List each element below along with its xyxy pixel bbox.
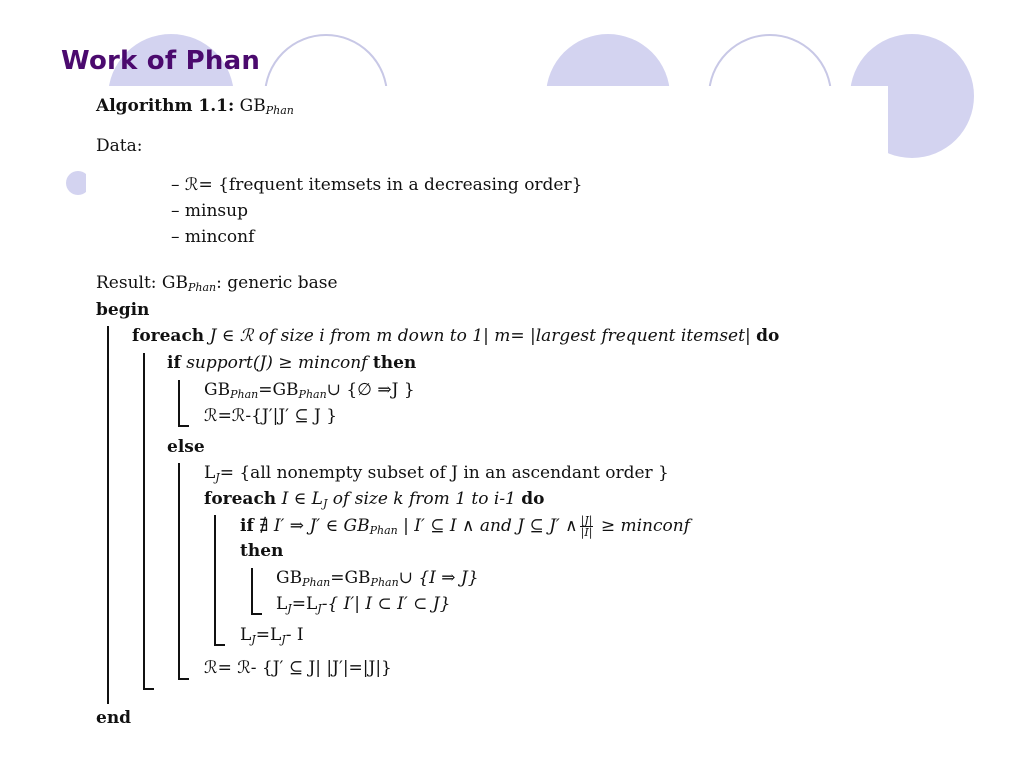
if2-fraction [580,515,594,538]
then1-a-pre: GB [204,380,231,400]
else-lj-line [204,463,669,484]
then1-block-line [178,380,180,426]
loop-end-mid: =L [255,625,282,645]
foreach-inner-cond-pre: I ∈ L [281,489,323,509]
then1-block-end [178,425,189,427]
if2-cond-pre: ∄ I′ ⇒ J′ ∈ GB [259,516,370,536]
foreach-outer-line [132,326,779,346]
then1-a-sub1: Phan [230,388,259,401]
else-keyword: else [167,437,205,457]
if-generic-line [240,515,690,538]
result-line [96,273,338,294]
foreach-inner-sub: J [322,497,328,510]
then2-stmt-a [276,568,479,589]
else-block-end [178,678,189,680]
then2-block-line [251,568,253,614]
then2-b-sub2: J [317,602,322,615]
foreach-outer-do: do [756,326,780,346]
data-item-1: – ℛ= {frequent itemsets in a decreasing order} [171,175,583,195]
result-prefix: Result: GB [96,273,189,293]
then1-a-post: ∪ {∅ ⇒J } [326,380,415,400]
if2-frac-den: |I| [580,526,593,539]
data-item-3: – minconf [171,227,255,247]
foreach-outer-condition: J ∈ ℛ of size i from m down to 1| m= |largest frequent itemset| [209,326,751,346]
loop-end-sub2: J [281,633,286,646]
loop-end-stmt [240,625,304,646]
final-stmt: ℛ= ℛ- {J′ ⊆ J| |J′|=|J|} [204,658,392,678]
foreach-inner-do: do [521,489,545,509]
then2-block-end [251,613,262,615]
foreach-outer-block-end [143,688,154,690]
begin-keyword: begin [96,300,150,320]
foreach-inner-block-end [214,644,225,646]
if2-keyword: if [240,516,254,536]
if2-cond-mid: | I′ ⊆ I ∧ and J ⊆ J′ ∧ [397,516,578,536]
then1-stmt-b: ℛ=ℛ-{J′|J′ ⊆ J } [204,406,338,426]
loop-end-post: - I [285,625,304,645]
else-block-line [178,463,180,679]
then2-b-mid: =L [291,594,318,614]
then1-a-mid: =GB [258,380,299,400]
then2-b-sub1: J [287,602,292,615]
if2-sub: Phan [369,524,398,537]
then2-a-post: ∪ {I ⇒ J} [398,568,479,588]
foreach-outer-keyword: foreach [132,326,205,346]
foreach-inner-block-line [214,515,216,645]
if-keyword: if [167,353,181,373]
then1-a-sub2: Phan [298,388,327,401]
if2-frac-num: |J| [580,514,593,527]
begin-block-line [107,326,109,704]
then2-a-sub1: Phan [302,576,331,589]
if-support-condition: support(J) ≥ minconf [186,353,368,373]
then1-stmt-a [204,380,415,401]
then2-a-mid: =GB [330,568,371,588]
foreach-inner-keyword: foreach [204,489,277,509]
algorithm-label: Algorithm 1.1: [96,96,235,116]
then2-stmt-b [276,594,450,615]
else-lj-sub: J [215,471,220,484]
loop-end-pre: L [240,625,252,645]
then2-b-post: -{ I′| I ⊂ I′ ⊂ J} [321,594,451,614]
if-support-line [167,353,416,373]
then2-a-sub2: Phan [370,576,399,589]
else-lj-post: = {all nonempty subset of J in an ascendant order } [219,463,669,483]
then-keyword: then [372,353,417,373]
data-label: Data: [96,136,143,156]
slide-title: Work of Phan [61,46,261,76]
then2-b-pre: L [276,594,288,614]
loop-end-sub1: J [251,633,256,646]
foreach-inner-cond-post: of size k from 1 to i-1 [327,489,516,509]
end-keyword: end [96,708,132,728]
foreach-outer-block-line [143,353,145,688]
then2-a-pre: GB [276,568,303,588]
then2-keyword: then [240,541,284,561]
result-suffix: : generic base [216,273,338,293]
else-lj-pre: L [204,463,216,483]
algorithm-name: GB [239,96,266,116]
algorithm-name-sub: Phan [265,104,294,117]
data-item-2: – minsup [171,201,248,221]
result-sub: Phan [188,281,217,294]
algorithm-header [96,96,294,117]
if2-cond-post: ≥ minconf [595,516,691,536]
foreach-inner-line [204,489,545,510]
